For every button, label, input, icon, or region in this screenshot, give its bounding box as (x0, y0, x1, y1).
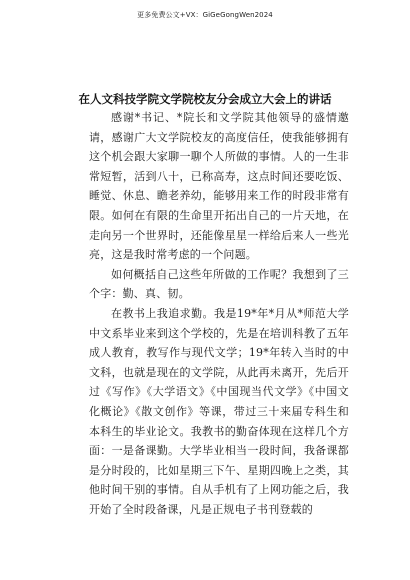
paragraph-1: 感谢*书记、*院长和文学院其他领导的盛情邀请，感谢广大文学院校友的高度信任，使我能够拥有这个机会跟大家聊一聊个人所做的事情。人的一生非常短暂，活到八十，已称高寿，这点时间还要吃饭、睡觉、休息、瞻老养幼，能够用来工作的时段非常有限。如何在有限的生命里开拓出自己的一片天地，在走向另一个世界时，还能像星星一样给后来人一些光亮，这是我时常考虑的一个问题。 (89, 111, 349, 262)
document-body (89, 108, 349, 519)
header-note: 更多免费公文+VX：GiGeGongWen2024 (137, 11, 273, 19)
paragraph-3: 在教书上我追求勤。我是19*年*月从*师范大学中文系毕业来到这个学校的，先是在培训科教了五年成人教育，教写作与现代文学；19*年转入当时的中文科，也就是现在的文学院，从此再未离开，先后开过《写作》《大学语文》《中国现当代文学》《中国文化概论》《散文创作》等课，带过三十来届专科生和本科生的毕业论文。我教书的勤奋体现在这样几个方面：一是备课勤。大学毕业相当一段时间，我备课都是分时段的，比如星期三下午、星期四晚上之类，其他时间干别的事情。自从手机有了上网功能之后，我开始了全时段备课，凡是正规电子书刊登载的 (89, 306, 349, 516)
paragraph-2: 如何概括自己这些年所做的工作呢？我想到了三个字：勤、真、韧。 (89, 267, 349, 301)
document-title: 在人文科技学院文学院校友分会成立大会上的讲话 (78, 92, 332, 106)
